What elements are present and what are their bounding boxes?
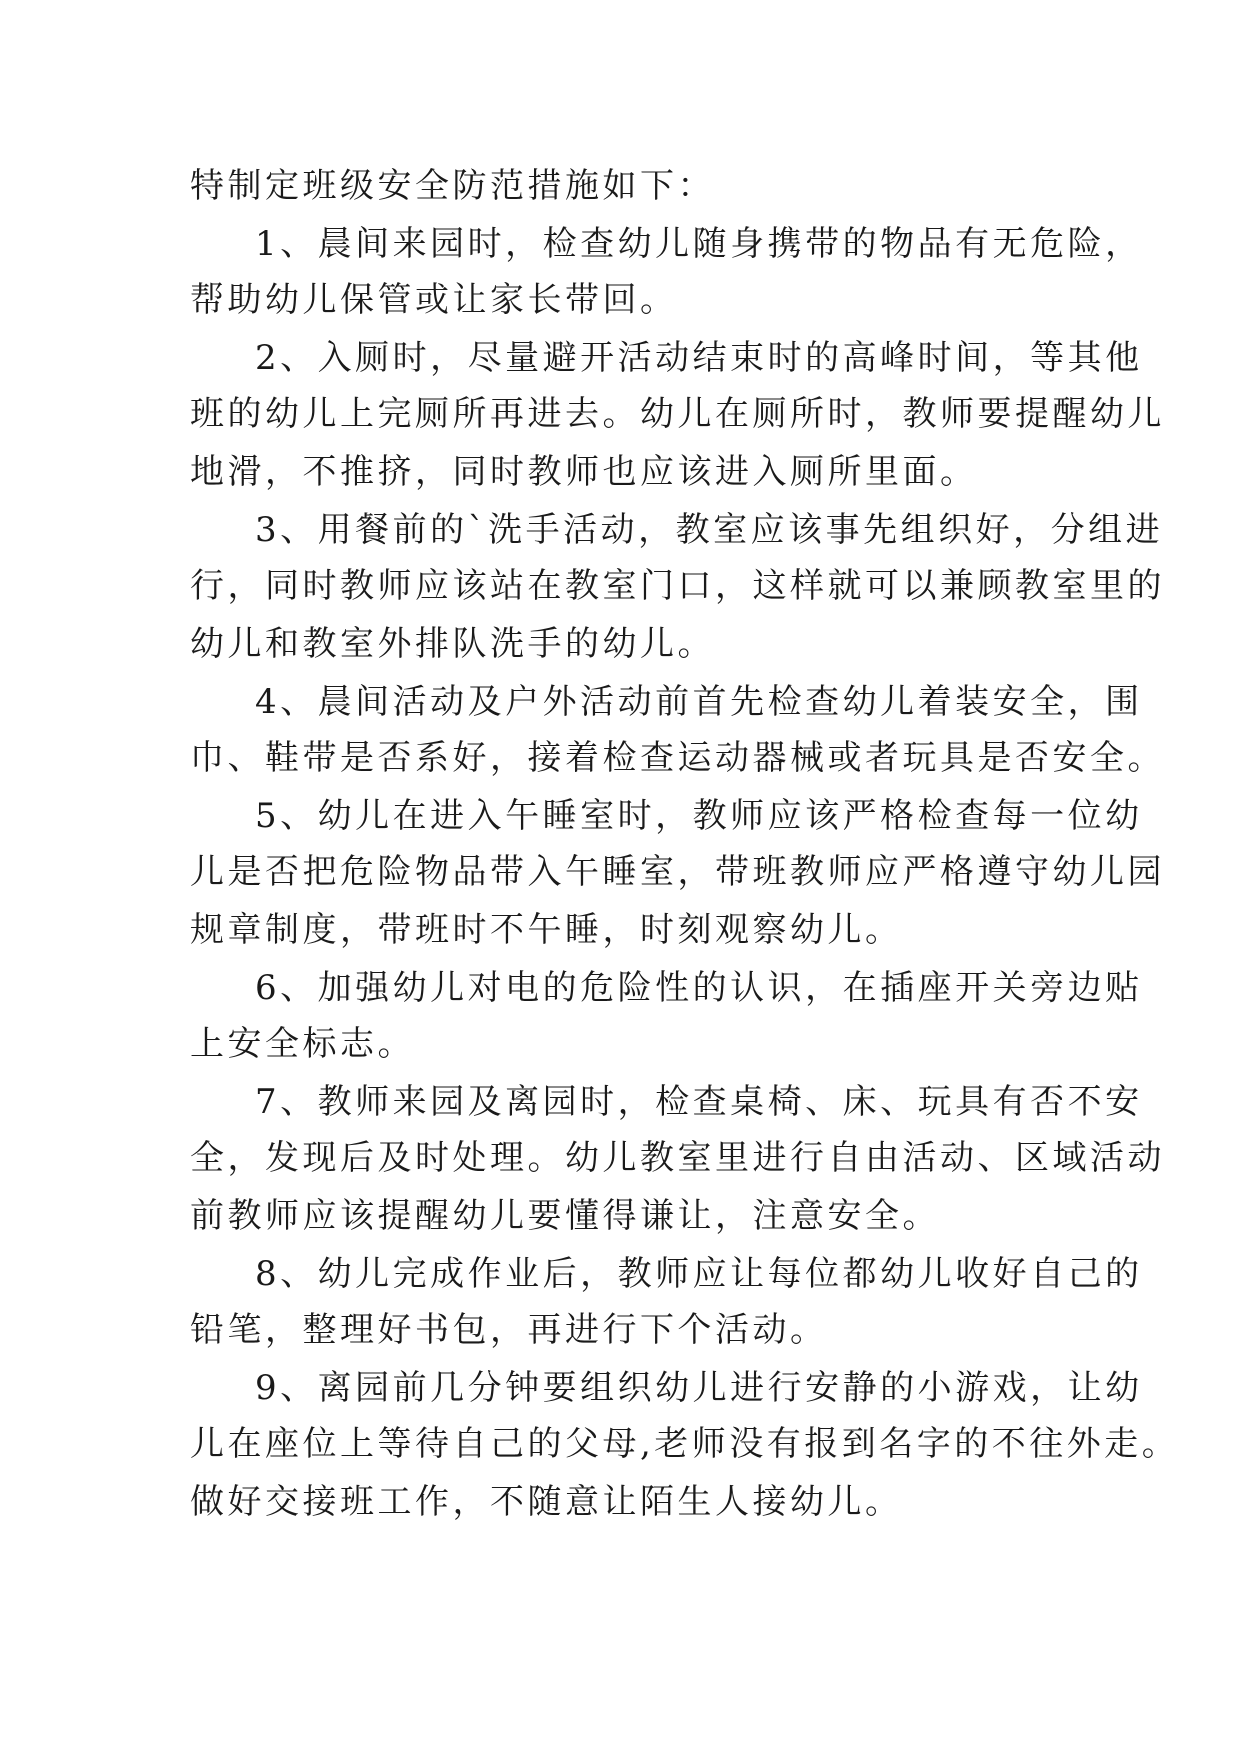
- item-1-line-2: 帮助幼儿保管或让家长带回。: [190, 280, 678, 320]
- item-3-line-3: 幼儿和教室外排队洗手的幼儿。: [190, 624, 715, 664]
- item-7-line-2: 全，发现后及时处理。幼儿教室里进行自由活动、区域活动: [190, 1138, 1165, 1178]
- item-7-line-3: 前教师应该提醒幼儿要懂得谦让，注意安全。: [190, 1196, 940, 1236]
- item-8-line-1: 8、幼儿完成作业后，教师应让每位都幼儿收好自己的: [255, 1254, 1143, 1294]
- item-3-line-1: 3、用餐前的`洗手活动，教室应该事先组织好，分组进: [255, 510, 1164, 550]
- item-4-line-1: 4、晨间活动及户外活动前首先检查幼儿着装安全，围: [255, 682, 1143, 722]
- item-1-line-1: 1、晨间来园时，检查幼儿随身携带的物品有无危险，: [255, 224, 1143, 264]
- item-2-line-1: 2、入厕时，尽量避开活动结束时的高峰时间，等其他: [255, 338, 1143, 378]
- item-2-line-3: 地滑，不推挤，同时教师也应该进入厕所里面。: [190, 452, 978, 492]
- item-5-line-3: 规章制度，带班时不午睡，时刻观察幼儿。: [190, 910, 903, 950]
- item-7-line-1: 7、教师来园及离园时，检查桌椅、床、玩具有否不安: [255, 1082, 1143, 1122]
- item-5-line-2: 儿是否把危险物品带入午睡室，带班教师应严格遵守幼儿园: [190, 852, 1165, 892]
- item-2-line-2: 班的幼儿上完厕所再进去。幼儿在厕所时，教师要提醒幼儿: [190, 394, 1165, 434]
- item-9-line-3: 做好交接班工作，不随意让陌生人接幼儿。: [190, 1482, 903, 1522]
- item-3-line-2: 行，同时教师应该站在教室门口，这样就可以兼顾教室里的: [190, 566, 1165, 606]
- item-5-line-1: 5、幼儿在进入午睡室时，教师应该严格检查每一位幼: [255, 796, 1143, 836]
- item-4-line-2: 巾、鞋带是否系好，接着检查运动器械或者玩具是否安全。: [190, 738, 1165, 778]
- item-9-line-2: 儿在座位上等待自己的父母,老师没有报到名字的不往外走。: [190, 1424, 1180, 1464]
- item-9-line-1: 9、离园前几分钟要组织幼儿进行安静的小游戏，让幼: [255, 1368, 1143, 1408]
- item-6-line-1: 6、加强幼儿对电的危险性的认识，在插座开关旁边贴: [255, 968, 1143, 1008]
- intro-line: 特制定班级安全防范措施如下：: [190, 166, 715, 206]
- item-8-line-2: 铅笔，整理好书包，再进行下个活动。: [190, 1310, 828, 1350]
- item-6-line-2: 上安全标志。: [190, 1024, 415, 1064]
